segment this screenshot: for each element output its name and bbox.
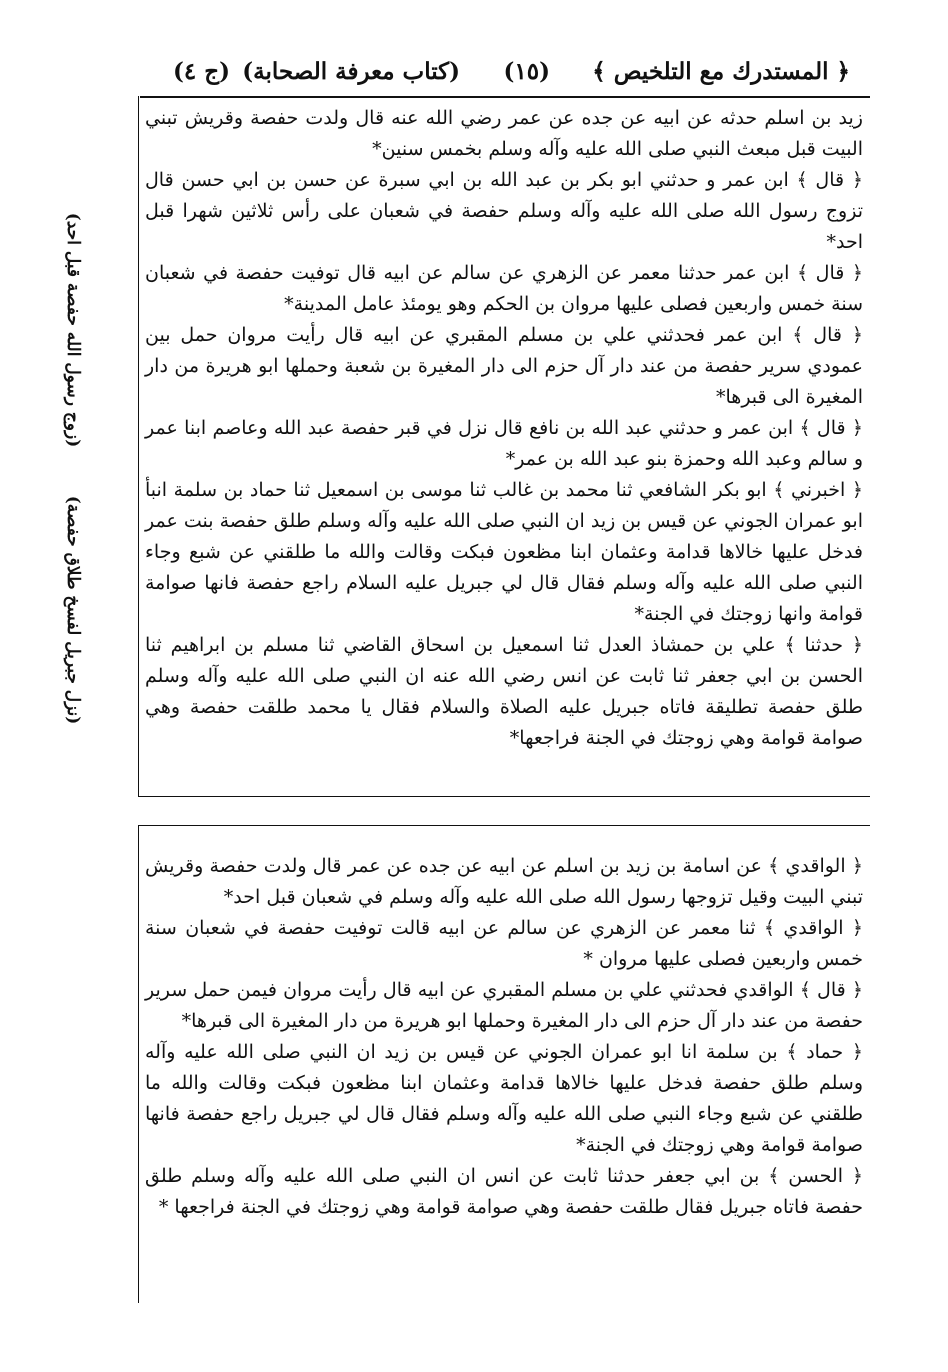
page-header: [150, 58, 850, 98]
paragraph: ﴿ حدثنا ﴾ علي بن حمشاذ العدل ثنا اسمعيل بن اسحاق القاضي ثنا مسلم بن ابراهيم ثنا الحسن بن ابي جعفر ثنا ثابت عن انس رضي الله عنه ان النبي صلى الله عليه وآله وسلم طلق حفصة تطليقة فاتاه جبريل عليه الصلاة والسلام فقال يا محمد طلقت حفصة وهي صوامة قوامة وهي زوجتك في الجنة فراجعها*: [145, 634, 863, 749]
talkhis-text: [145, 851, 863, 1223]
header-rule: [140, 96, 870, 98]
paragraph: ﴿ قال ﴾ ابن عمر فحدثني علي بن مسلم المقبري عن ابيه قال رأيت مروان حمل بين عمودي سرير حفصة من عند دار آل حزم الى دار المغيرة بن شعبة وحملها ابو هريرة من دار المغيرة الى قبرها*: [145, 324, 863, 408]
paragraph: ﴿ قال ﴾ ابن عمر حدثنا معمر عن الزهري عن سالم عن ابيه قال توفيت حفصة في شعبان سنة خمس واربعين فصلى عليها مروان بن الحكم وهو يومئذ عامل المدينة*: [145, 262, 863, 315]
talkhis-top-rule: [138, 825, 870, 826]
margin-note: (زوج رسول الله حفصة قبل احد): [63, 212, 83, 448]
mustadrak-text: [145, 103, 863, 754]
page-number: (١٥): [503, 58, 550, 85]
margin-note: (نزل جبريل لفسخ طلاق حفصة): [63, 495, 83, 725]
paragraph: ﴿ الحسن ﴾ بن ابي جعفر حدثنا ثابت عن انس ان النبي صلى الله عليه وآله وسلم طلق حفصة فاتاه جبريل فقال طلقت حفصة وهي صوامة قوامة وهي زوجتك في الجنة فراجعها *: [145, 1165, 863, 1218]
margin-divider-top: [138, 96, 139, 796]
volume-number: (ج ٤): [173, 58, 230, 85]
section-title: (كتاب معرفة الصحابة): [242, 58, 460, 85]
paragraph: ﴿ الواقدي ﴾ عن اسامة بن زيد بن اسلم عن ابيه عن جده عن عمر قال ولدت حفصة وقريش تبني البيت وقيل تزوجها رسول الله صلى الله عليه وآله وسلم في شعبان قبل احد*: [145, 855, 863, 908]
book-title: ﴿ المستدرك مع التلخيص ﴾: [592, 58, 850, 85]
margin-divider-bottom: [138, 825, 139, 1303]
paragraph: ﴿ اخبرني ﴾ ابو بكر الشافعي ثنا محمد بن غالب ثنا موسى بن اسمعيل ثنا حماد بن سلمة انبأ ابو عمران الجوني عن قيس بن زيد ان النبي صلى الله عليه وآله وسلم طلق حفصة بنت عمر فدخل عليها خالاها قدامة وعثمان ابنا مظعون فبكت وقالت والله ما طلقني عن شبع وجاء النبي صلى الله عليه وآله وسلم فقال قال لي جبريل عليه السلام راجع حفصة فانها صوامة قوامة وانها زوجتك في الجنة*: [145, 479, 863, 625]
paragraph: ﴿ قال ﴾ ابن عمر و حدثني ابو بكر بن عبد الله بن ابي سبرة عن حسن بن ابي حسن قال تزوج رسول الله صلى الله عليه وآله وسلم حفصة في شعبان على رأس ثلاثين شهرا قبل احد*: [145, 169, 863, 253]
paragraph: ﴿ قال ﴾ الواقدي فحدثني علي بن مسلم المقبري عن ابيه قال رأيت مروان فيمن حمل سرير حفصة من عند دار آل حزم الى دار المغيرة وحملها ابو هريرة من دار المغيرة الى قبرها*: [145, 979, 863, 1032]
paragraph: زيد بن اسلم حدثه عن ابيه عن جده عن عمر رضي الله عنه قال ولدت حفصة وقريش تبني البيت قبل مبعث النبي صلى الله عليه وآله وسلم بخمس سنين*: [145, 107, 863, 160]
section-divider-rule: [138, 796, 870, 797]
paragraph: ﴿ قال ﴾ ابن عمر و حدثني عبد الله بن نافع قال نزل في قبر حفصة عبد الله وعاصم ابنا عمر و سالم وعبد الله وحمزة بنو عبد الله بن عمر*: [145, 417, 863, 470]
paragraph: ﴿ حماد ﴾ بن سلمة انا ابو عمران الجوني عن قيس بن زيد ان النبي صلى الله عليه وآله وسلم طلق حفصة فدخل عليها خالاها قدامة وعثمان ابنا مظعون فبكت وقالت والله ما طلقني عن شبع وجاء النبي صلى الله عليه وآله وسلم فقال قال لي جبريل راجع حفصة فانها صوامة قوامة وهي زوجتك في الجنة*: [145, 1041, 863, 1156]
paragraph: ﴿ الواقدي ﴾ ثنا معمر عن الزهري عن سالم عن ابيه قالت توفيت حفصة في شعبان سنة خمس واربعين فصلى عليها مروان *: [145, 917, 863, 970]
